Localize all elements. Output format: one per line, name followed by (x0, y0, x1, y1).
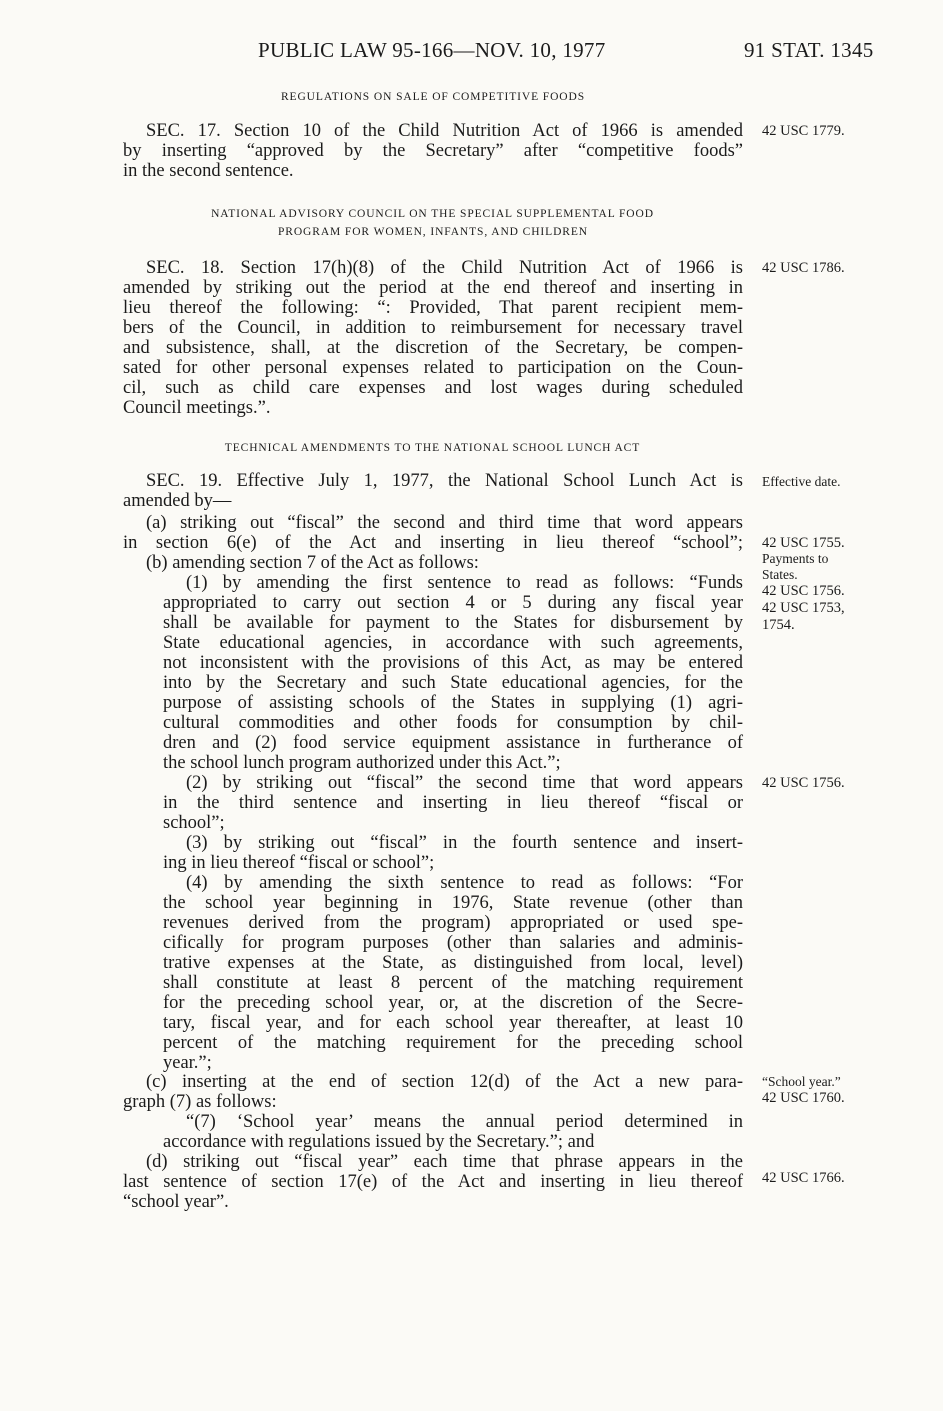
margin-note: 42 USC 1786. (762, 260, 845, 276)
text-line: for the preceding school year, or, at the discretion of the Secre- (163, 993, 743, 1013)
margin-note: 42 USC 1779. (762, 123, 845, 139)
section-heading: NATIONAL ADVISORY COUNCIL ON THE SPECIAL SUPPLEMENTAL FOOD (211, 208, 654, 220)
text-line: (a) striking out “fiscal” the second and third time that word appears (146, 513, 743, 533)
text-line: “(7) ‘School year’ means the annual period determined in (186, 1112, 743, 1132)
text-line: and subsistence, shall, at the discretion of the Secretary, be compen- (123, 338, 743, 358)
text-line: State educational agencies, in accordance with such agreements, (163, 633, 743, 653)
text-line: SEC. 18. Section 17(h)(8) of the Child Nutrition Act of 1966 is (146, 258, 743, 278)
text-line: shall constitute at least 8 percent of the matching requirement (163, 973, 743, 993)
text-line: in the third sentence and inserting in lieu thereof “fiscal or (163, 793, 743, 813)
text-line: cultural commodities and other foods for consumption by chil- (163, 713, 743, 733)
text-line: in the second sentence. (123, 161, 294, 181)
margin-note: 42 USC 1756. (762, 775, 845, 791)
text-line: year.”; (163, 1053, 212, 1073)
text-line: cifically for program purposes (other than salaries and adminis- (163, 933, 743, 953)
margin-note: States. (762, 567, 798, 582)
text-line: (c) inserting at the end of section 12(d) of the Act a new para- (146, 1072, 743, 1092)
margin-note: 42 USC 1756. (762, 583, 845, 599)
margin-note: 42 USC 1760. (762, 1090, 845, 1106)
text-line: school”; (163, 813, 225, 833)
text-line: the school lunch program authorized under this Act.”; (163, 753, 561, 773)
section-heading: REGULATIONS ON SALE OF COMPETITIVE FOODS (280, 91, 586, 103)
margin-note: 42 USC 1766. (762, 1170, 845, 1186)
section-heading: PROGRAM FOR WOMEN, INFANTS, AND CHILDREN (277, 226, 588, 238)
text-line: last sentence of section 17(e) of the Act and inserting in lieu thereof (123, 1172, 743, 1192)
margin-note: 42 USC 1755. (762, 535, 845, 551)
text-line: amended by striking out the period at the end thereof and inserting in (123, 278, 743, 298)
text-line: graph (7) as follows: (123, 1092, 277, 1112)
margin-note: Payments to (762, 551, 829, 566)
text-line: SEC. 17. Section 10 of the Child Nutrition Act of 1966 is amended (146, 121, 743, 141)
text-line: (b) amending section 7 of the Act as follows: (146, 553, 479, 573)
text-line: Council meetings.”. (123, 398, 271, 418)
margin-note: “School year.” (762, 1074, 841, 1089)
page-header-stat: 91 STAT. 1345 (744, 38, 874, 62)
text-line: into by the Secretary and such State educational agencies, for the (163, 673, 743, 693)
text-line: in section 6(e) of the Act and inserting in lieu thereof “school”; (123, 533, 743, 553)
margin-note: 42 USC 1753, (762, 600, 845, 616)
text-line: accordance with regulations issued by the Secretary.”; and (163, 1132, 595, 1152)
text-line: (d) striking out “fiscal year” each time that phrase appears in the (146, 1152, 743, 1172)
text-line: (2) by striking out “fiscal” the second time that word appears (186, 773, 743, 793)
text-line: not inconsistent with the provisions of this Act, as may be entered (163, 653, 743, 673)
text-line: trative expenses at the State, as distinguished from local, level) (163, 953, 743, 973)
text-line: dren and (2) food service equipment assistance in furtherance of (163, 733, 743, 753)
text-line: ing in lieu thereof “fiscal or school”; (163, 853, 435, 873)
text-line: bers of the Council, in addition to reimbursement for necessary travel (123, 318, 743, 338)
text-line: (4) by amending the sixth sentence to read as follows: “For (186, 873, 743, 893)
text-line: appropriated to carry out section 4 or 5 during any fiscal year (163, 593, 743, 613)
text-line: tary, fiscal year, and for each school year thereafter, at least 10 (163, 1013, 743, 1033)
text-line: percent of the matching requirement for the preceding school (163, 1033, 743, 1053)
text-line: cil, such as child care expenses and lost wages during scheduled (123, 378, 743, 398)
text-line: shall be available for payment to the States for disbursement by (163, 613, 743, 633)
page-header-law: PUBLIC LAW 95-166—NOV. 10, 1977 (258, 38, 606, 62)
text-line: revenues derived from the program) appropriated or used spe- (163, 913, 743, 933)
text-line: SEC. 19. Effective July 1, 1977, the National School Lunch Act is (146, 471, 743, 491)
text-line: sated for other personal expenses related to participation on the Coun- (123, 358, 743, 378)
text-line: lieu thereof the following: “: Provided, That parent recipient mem- (123, 298, 743, 318)
section-heading: TECHNICAL AMENDMENTS TO THE NATIONAL SCHOOL LUNCH ACT (224, 442, 641, 454)
text-line: (3) by striking out “fiscal” in the fourth sentence and insert- (186, 833, 743, 853)
margin-note: 1754. (762, 617, 795, 633)
margin-note: Effective date. (762, 474, 841, 489)
text-line: the school year beginning in 1976, State revenue (other than (163, 893, 743, 913)
text-line: “school year”. (123, 1192, 229, 1212)
text-line: purpose of assisting schools of the States in supplying (1) agri- (163, 693, 743, 713)
text-line: (1) by amending the first sentence to read as follows: “Funds (186, 573, 743, 593)
text-line: amended by— (123, 491, 232, 511)
text-line: by inserting “approved by the Secretary” after “competitive foods” (123, 141, 743, 161)
